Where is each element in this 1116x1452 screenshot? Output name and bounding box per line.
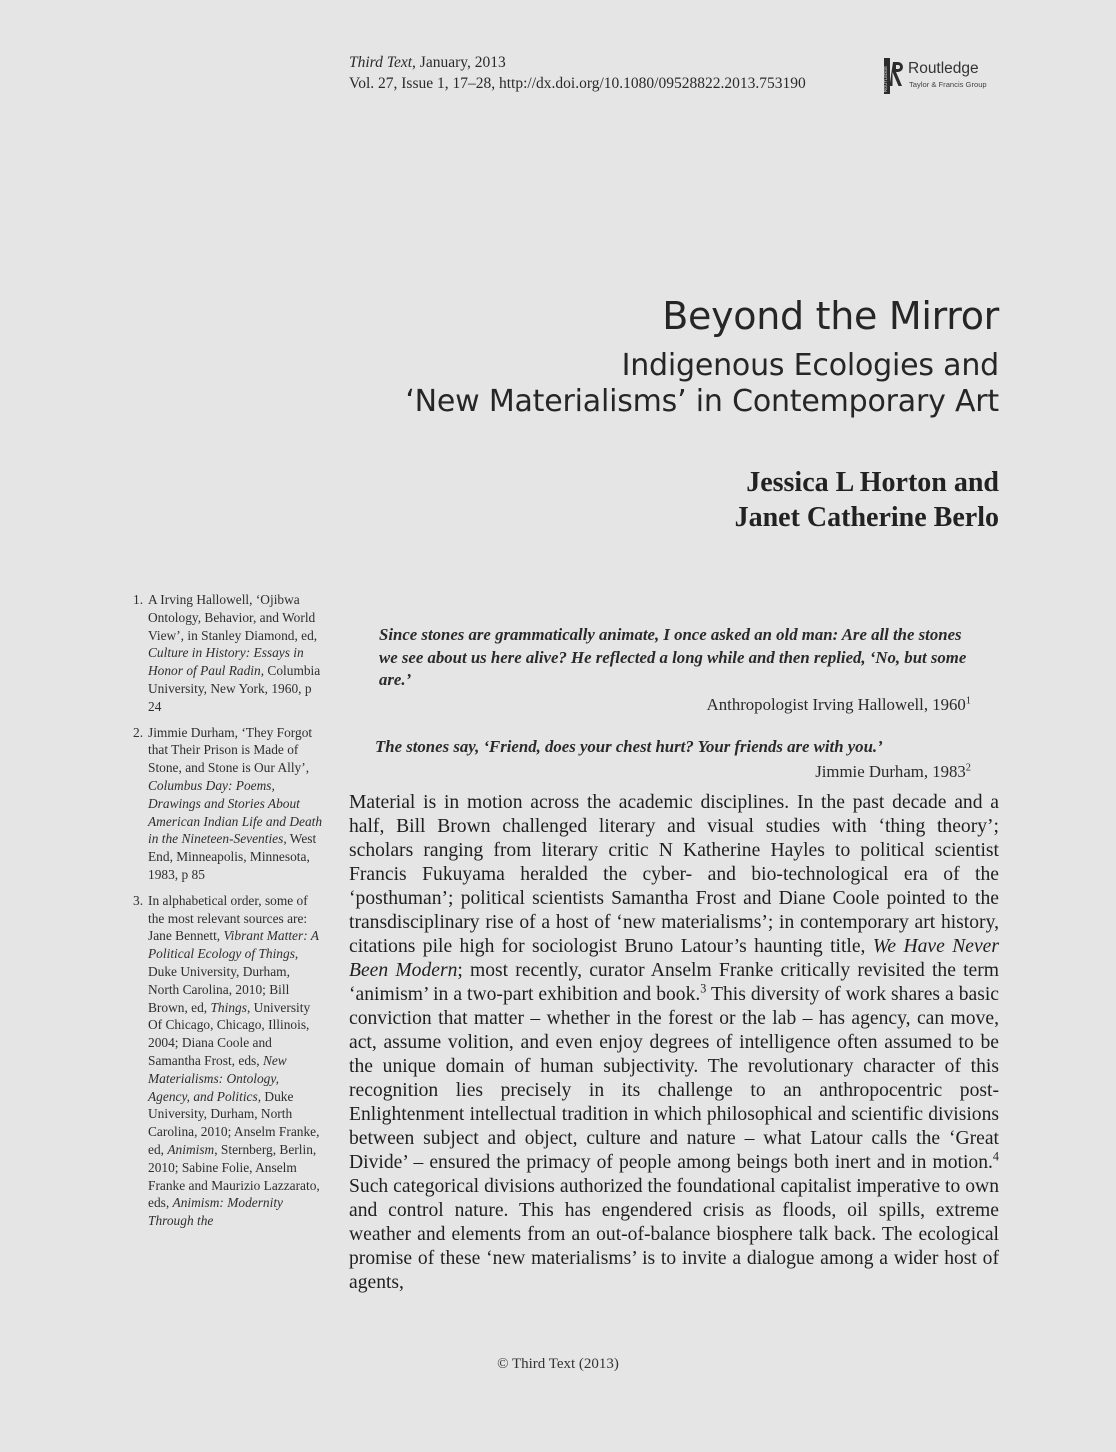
margin-notes [133,591,323,1238]
epigraph-hallowell [349,624,971,716]
note-text-run: , Duke University, Durham, North Carolina, 2010; Anselm Franke, ed, [148,1088,320,1157]
author-line-1: Jessica L Horton and [746,467,999,498]
footnote-ref[interactable]: 4 [992,1149,999,1164]
note-italic-title: New Materialisms: Ontology, Agency, and Politics [148,1052,287,1104]
note-text-run: , University Of Chicago, Chicago, Illinois, 2004; Diana Coole and Samantha Frost, eds, [148,999,311,1068]
journal-date: , January, 2013 [412,54,506,71]
copyright-footer: © Third Text (2013) [497,1356,619,1372]
subtitle-line-1: Indigenous Ecologies and [621,348,999,383]
footnote-ref[interactable]: 3 [700,981,707,996]
epigraph-attribution [349,761,971,784]
margin-note [133,724,323,884]
note-italic-title: Vibrant Matter: A Political Ecology of Things [148,928,319,962]
note-text-run: A Irving Hallowell, ‘Ojibwa Ontology, Behavior, and World View’, in Stanley Diamond, ed, [148,592,318,643]
note-text [148,892,323,1230]
publisher-group: Taylor & Francis Group [909,80,987,89]
margin-note [133,591,323,716]
journal-date-line [349,52,806,73]
note-italic-title: Culture in History: Essays in Honor of Paul Radin [148,645,304,679]
note-italic-title: Animism: Modernity Through the [148,1195,283,1229]
note-text-run: Jimmie Durham, ‘They Forgot that Their Prison is Made of Stone, and Stone is Our Ally’, [148,724,313,776]
journal-name: Third Text [349,54,413,71]
routledge-r-icon [884,58,904,94]
body-text-2: ; most recently, curator Anselm Franke critically revisited the term ‘animism’ in a two-part exhibition and book. [349,960,1000,1005]
publisher-vertical-text: ROUTLEDGE [883,65,888,92]
note-text [148,724,323,884]
author-line-2: Janet Catherine Berlo [734,502,999,533]
note-italic-title: Columbus Day: Poems, Drawings and Stories About American Indian Life and Death in the Nineteen-Seventies [148,777,323,847]
article-title: Beyond the Mirror [662,294,999,338]
note-text-run: In alphabetical order, some of the most relevant sources are: Jane Bennett, [148,892,308,944]
footnote-ref[interactable]: 1 [965,694,971,706]
body-paragraph [349,791,999,1295]
subtitle-line-2: ‘New Materialisms’ in Contemporary Art [405,384,999,419]
body-text-1: Material is in motion across the academic disciplines. In the past decade and a half, Bill Brown challenged literary and visual studies with ‘thing theory’; scholars ranging from literary critic N Katherine Hayles to political scientist Francis Fukuyama heralded the cyber- and bio-technological era of the ‘posthuman’; political scientists Samantha Frost and Diane Coole pointed to the transdisciplinary rise of a host of ‘new materialisms’; in contemporary art history, citations pile high for sociologist Bruno Latour’s haunting title, [349,792,999,957]
note-text-run: , Sternberg, Berlin, 2010; Sabine Folie, Anselm Franke and Maurizio Lazzarato, eds, [148,1141,320,1211]
footnote-ref[interactable]: 2 [965,761,971,773]
attribution-text: Jimmie Durham, 1983 [815,761,966,781]
journal-header [349,52,806,94]
epigraph-durham [349,736,971,783]
book-title: We Have Never Been Modern [349,936,999,981]
article-subtitle [405,348,999,420]
body-text-4: Such categorical divisions authorized the foundational capitalist imperative to own and control nature. This has engendered crisis as floods, oil spills, extreme weather and elements from an out-of-balance biosphere talk back. The ecological promise of these ‘new materialisms’ is to invite a dialogue among a wider host of agents, [349,1176,999,1293]
epigraph-attribution [349,694,971,717]
margin-note [133,892,323,1230]
attribution-text: Anthropologist Irving Hallowell, 1960 [706,694,966,714]
note-text-run: , Duke University, Durham, North Carolina, 2010; Bill Brown, ed, [148,946,299,1015]
note-italic-title: Things [210,999,247,1015]
body-text-3: This diversity of work shares a basic conviction that matter – whether in the forest or the lab – has agency, can move, act, assume volition, and even enjoy degrees of intelligence often assumed to be the unique domain of human subjectivity. The revolutionary character of this recognition lies precisely in its challenge to an anthropocentric post-Enlightenment intellectual tradition in which philosophical and scientific divisions between subject and object, culture and nature – what Latour calls the ‘Great Divide’ – ensured the primacy of people among beings both inert and in motion. [349,984,999,1173]
note-text [148,591,323,716]
note-number: 2. [133,724,144,740]
note-italic-title: Animism [167,1141,215,1157]
epigraph-quote: Since stones are grammatically animate, I once asked an old man: Are all the stones we see about us here alive? He reflected a long while and then replied, ‘No, but some are.’ [379,625,967,689]
note-text-run: , West End, Minneapolis, Minnesota, 1983, p 85 [148,831,317,882]
epigraph-quote: The stones say, ‘Friend, does your chest hurt? Your friends are with you.’ [375,737,883,756]
publisher-name: Routledge [908,60,979,77]
journal-citation: Vol. 27, Issue 1, 17–28, http://dx.doi.org/10.1080/09528822.2013.753190 [349,75,806,92]
routledge-logo [884,58,1014,96]
article-authors [735,465,999,535]
note-number: 1. [133,592,144,607]
note-number: 3. [133,892,144,908]
note-text-run: , Columbia University, New York, 1960, p 24 [148,663,321,714]
